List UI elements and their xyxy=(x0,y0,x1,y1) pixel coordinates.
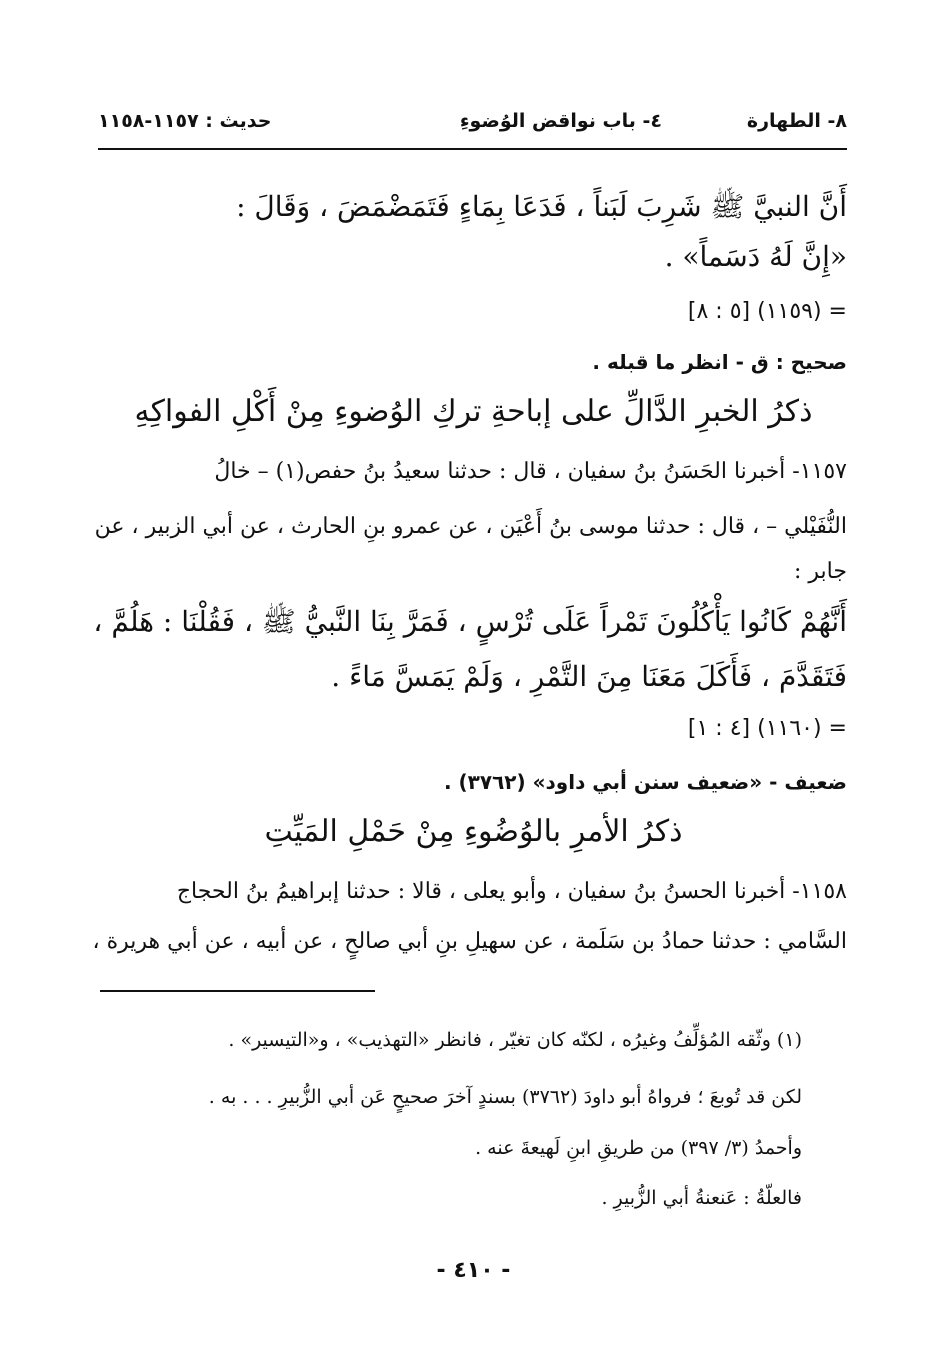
hadith-text-line: أَنَّهُمْ كَانُوا يَأْكُلُونَ تَمْراً عَلَى تُرْسٍ ، فَمَرَّ بِنَا النَّبيُّ ﷺ ، فَقُلْنَا : هَلُمَّ ، xyxy=(93,605,847,638)
header-chapter-title: ٤- باب نواقض الوُضوءِ xyxy=(459,110,662,132)
chapter-heading: ذكرُ الخبرِ الدَّالِّ على إباحةِ تركِ الوُضوءِ مِنْ أَكْلِ الفواكِهِ xyxy=(134,394,813,429)
hadith-grade: صحيح : ق - انظر ما قبله . xyxy=(592,350,847,374)
header-divider xyxy=(98,148,847,150)
footnote-line: لكن قد تُوبعَ ؛ فرواهُ أبو داودَ (٣٧٦٢) بسندٍ آخرَ صحيحٍ عَن أبي الزُّبيرِ . . . به . xyxy=(208,1086,802,1108)
running-header xyxy=(98,104,847,144)
narration-line: السَّامي : حدثنا حمادُ بن سَلَمة ، عن سهيلِ بنِ أبي صالحٍ ، عن أبيه ، عن أبي هريرة ، xyxy=(92,929,847,954)
hadith-grade: ضعيف - «ضعيف سنن أبي داود» (٣٧٦٢) . xyxy=(443,770,847,794)
chapter-heading: ذكرُ الأمرِ بالوُضُوءِ مِنْ حَمْلِ المَيِّتِ xyxy=(264,814,683,849)
footnote-line: فالعلّةُ : عَنعنةُ أبي الزُّبيرِ . xyxy=(601,1187,802,1209)
narration-line: النُّفَيْلي – ، قال : حدثنا موسى بنُ أَعْيَن ، عن عمرو بنِ الحارث ، عن أبي الزبير ، عن xyxy=(94,514,847,539)
page-number: - ٤١٠ - xyxy=(436,1258,511,1283)
hadith-text-line: «إِنَّ لَهُ دَسَماً» . xyxy=(664,240,847,273)
header-hadith-range: حديث : ١١٥٧-١١٥٨ xyxy=(98,110,272,132)
narration-line: جابر : xyxy=(794,559,847,584)
hadith-reference: = (١١٦٠) [٤ : ١] xyxy=(687,716,847,741)
footnote-divider xyxy=(100,990,375,992)
footnote-line: وأحمدُ (٣/ ٣٩٧) من طريقِ ابنِ لَهيعةَ عنه . xyxy=(475,1137,802,1159)
header-section-title: ٨- الطهارة xyxy=(746,110,847,132)
footnote-line: (١) وثّقه المُؤلِّفُ وغيرُه ، لكنّه كان تغيّر ، فانظر «التهذيب» ، و«التيسير» . xyxy=(228,1029,802,1051)
hadith-text-line: أَنَّ النبيَّ ﷺ شَرِبَ لَبَناً ، فَدَعَا بِمَاءٍ فَتَمَضْمَضَ ، وَقَالَ : xyxy=(236,190,847,223)
hadith-text-line: فَتَقَدَّمَ ، فَأَكَلَ مَعَنَا مِنَ التَّمْرِ ، وَلَمْ يَمَسَّ مَاءً . xyxy=(331,660,847,693)
hadith-reference: = (١١٥٩) [٥ : ٨] xyxy=(687,299,847,324)
narration-line: ١١٥٧- أخبرنا الحَسَنُ بنُ سفيان ، قال : حدثنا سعيدُ بنُ حفص(١) – خالُ xyxy=(214,459,847,484)
narration-line: ١١٥٨- أخبرنا الحسنُ بنُ سفيان ، وأبو يعلى ، قالا : حدثنا إبراهيمُ بنُ الحجاج xyxy=(176,879,847,904)
